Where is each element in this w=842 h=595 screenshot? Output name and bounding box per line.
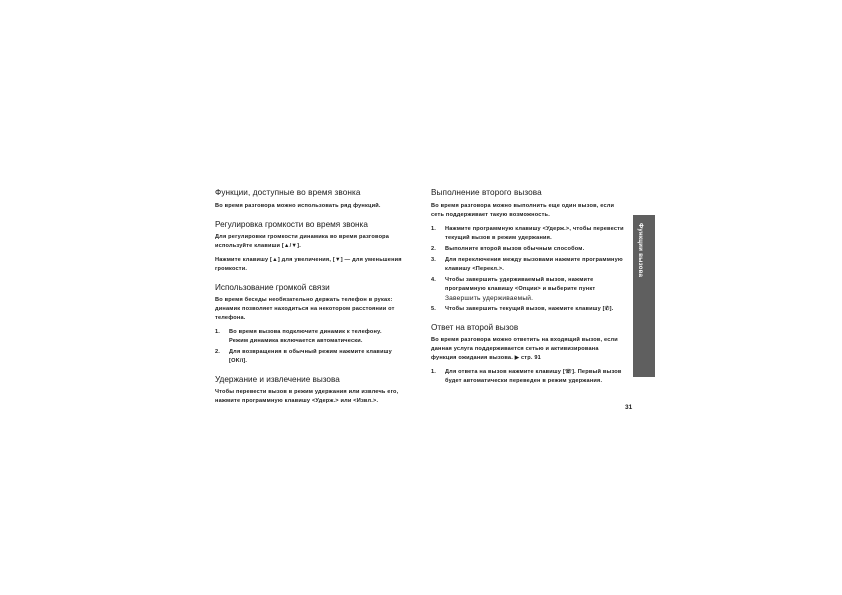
page-number: 31: [625, 404, 633, 411]
list-item: [215, 328, 410, 346]
hold-paragraph: Чтобы перевести вызов в режим удержания или извлечь его, нажмите программную клавишу <Удерж.> или <Извл.>.: [215, 389, 399, 404]
intro-paragraph: Во время разговора можно использовать ряд функций.: [215, 203, 381, 209]
volume-heading: Регулировка громкости во время звонка: [215, 220, 368, 229]
list-item: [215, 348, 410, 366]
step-text: Для переключения между вызовами нажмите программную клавишу <Перекл.>.: [445, 257, 623, 272]
step-number: 2.: [215, 349, 221, 355]
speakerphone-steps: [215, 328, 410, 366]
step-text: Чтобы завершить текущий вызов, нажмите клавишу [✆].: [445, 306, 614, 312]
volume-paragraph-1: Для регулировки громкости динамика во время разговора используйте клавиши [▲/▼].: [215, 234, 390, 249]
list-item: [431, 368, 626, 386]
answer-second-heading: Ответ на второй вызов: [431, 323, 519, 332]
step-text: Нажмите программную клавишу <Удерж.>, чтобы перевести текущий вызов в режим удержания.: [445, 226, 624, 241]
list-item: [431, 305, 626, 314]
step-number: 1.: [431, 369, 437, 375]
list-item: [431, 276, 626, 303]
answer-second-paragraph: Во время разговора можно ответить на входящий вызов, если данная услуга поддерживается сетью и активизирована функция ожидания вызова. ▶ стр. 91: [431, 337, 618, 361]
volume-paragraph-2: Нажмите клавишу [▲] для увеличения, [▼] — для уменьшения громкости.: [215, 257, 402, 272]
list-item: [431, 256, 626, 274]
page-title: Функции, доступные во время звонка: [215, 188, 361, 197]
answer-second-steps: [431, 368, 626, 386]
step-number: 4.: [431, 277, 437, 283]
chapter-tab-label: Функции вызова: [637, 223, 643, 278]
step-text: Во время вызова подключите динамик к телефону.: [229, 329, 382, 335]
hold-heading: Удержание и извлечение вызова: [215, 375, 340, 384]
speakerphone-paragraph: Во время беседы необязательно держать телефон в руках: динамик позволяет находиться на некотором расстоянии от телефона.: [215, 297, 395, 321]
second-call-heading: Выполнение второго вызова: [431, 188, 542, 197]
step-number: 2.: [431, 246, 437, 252]
step-text: Для возвращения в обычный режим нажмите клавишу [OK/i].: [229, 349, 392, 364]
step-number: 1.: [431, 226, 437, 232]
step-number: 5.: [431, 306, 437, 312]
step-number: 1.: [215, 329, 221, 335]
chapter-side-tab: [633, 215, 655, 377]
step-text: Для ответа на вызов нажмите клавишу [☏]. Первый вызов будет автоматически переведен в режим удержания.: [445, 369, 622, 384]
menu-option-text: Завершить удерживаемый.: [445, 295, 534, 302]
speakerphone-heading: Использование громкой связи: [215, 283, 330, 292]
right-column: [431, 188, 626, 390]
left-column: [215, 188, 410, 411]
step-number: 3.: [431, 257, 437, 263]
step-note: Режим динамика включается автоматически.: [229, 338, 363, 344]
second-call-paragraph: Во время разговора можно выполнить еще один вызов, если сеть поддерживает такую возможность.: [431, 203, 615, 218]
list-item: [431, 225, 626, 243]
step-text: Выполните второй вызов обычным способом.: [445, 246, 585, 252]
second-call-steps: [431, 225, 626, 314]
step-text: Чтобы завершить удерживаемый вызов, нажмите программную клавишу <Опции> и выберите пункт: [445, 277, 596, 292]
list-item: [431, 245, 626, 254]
